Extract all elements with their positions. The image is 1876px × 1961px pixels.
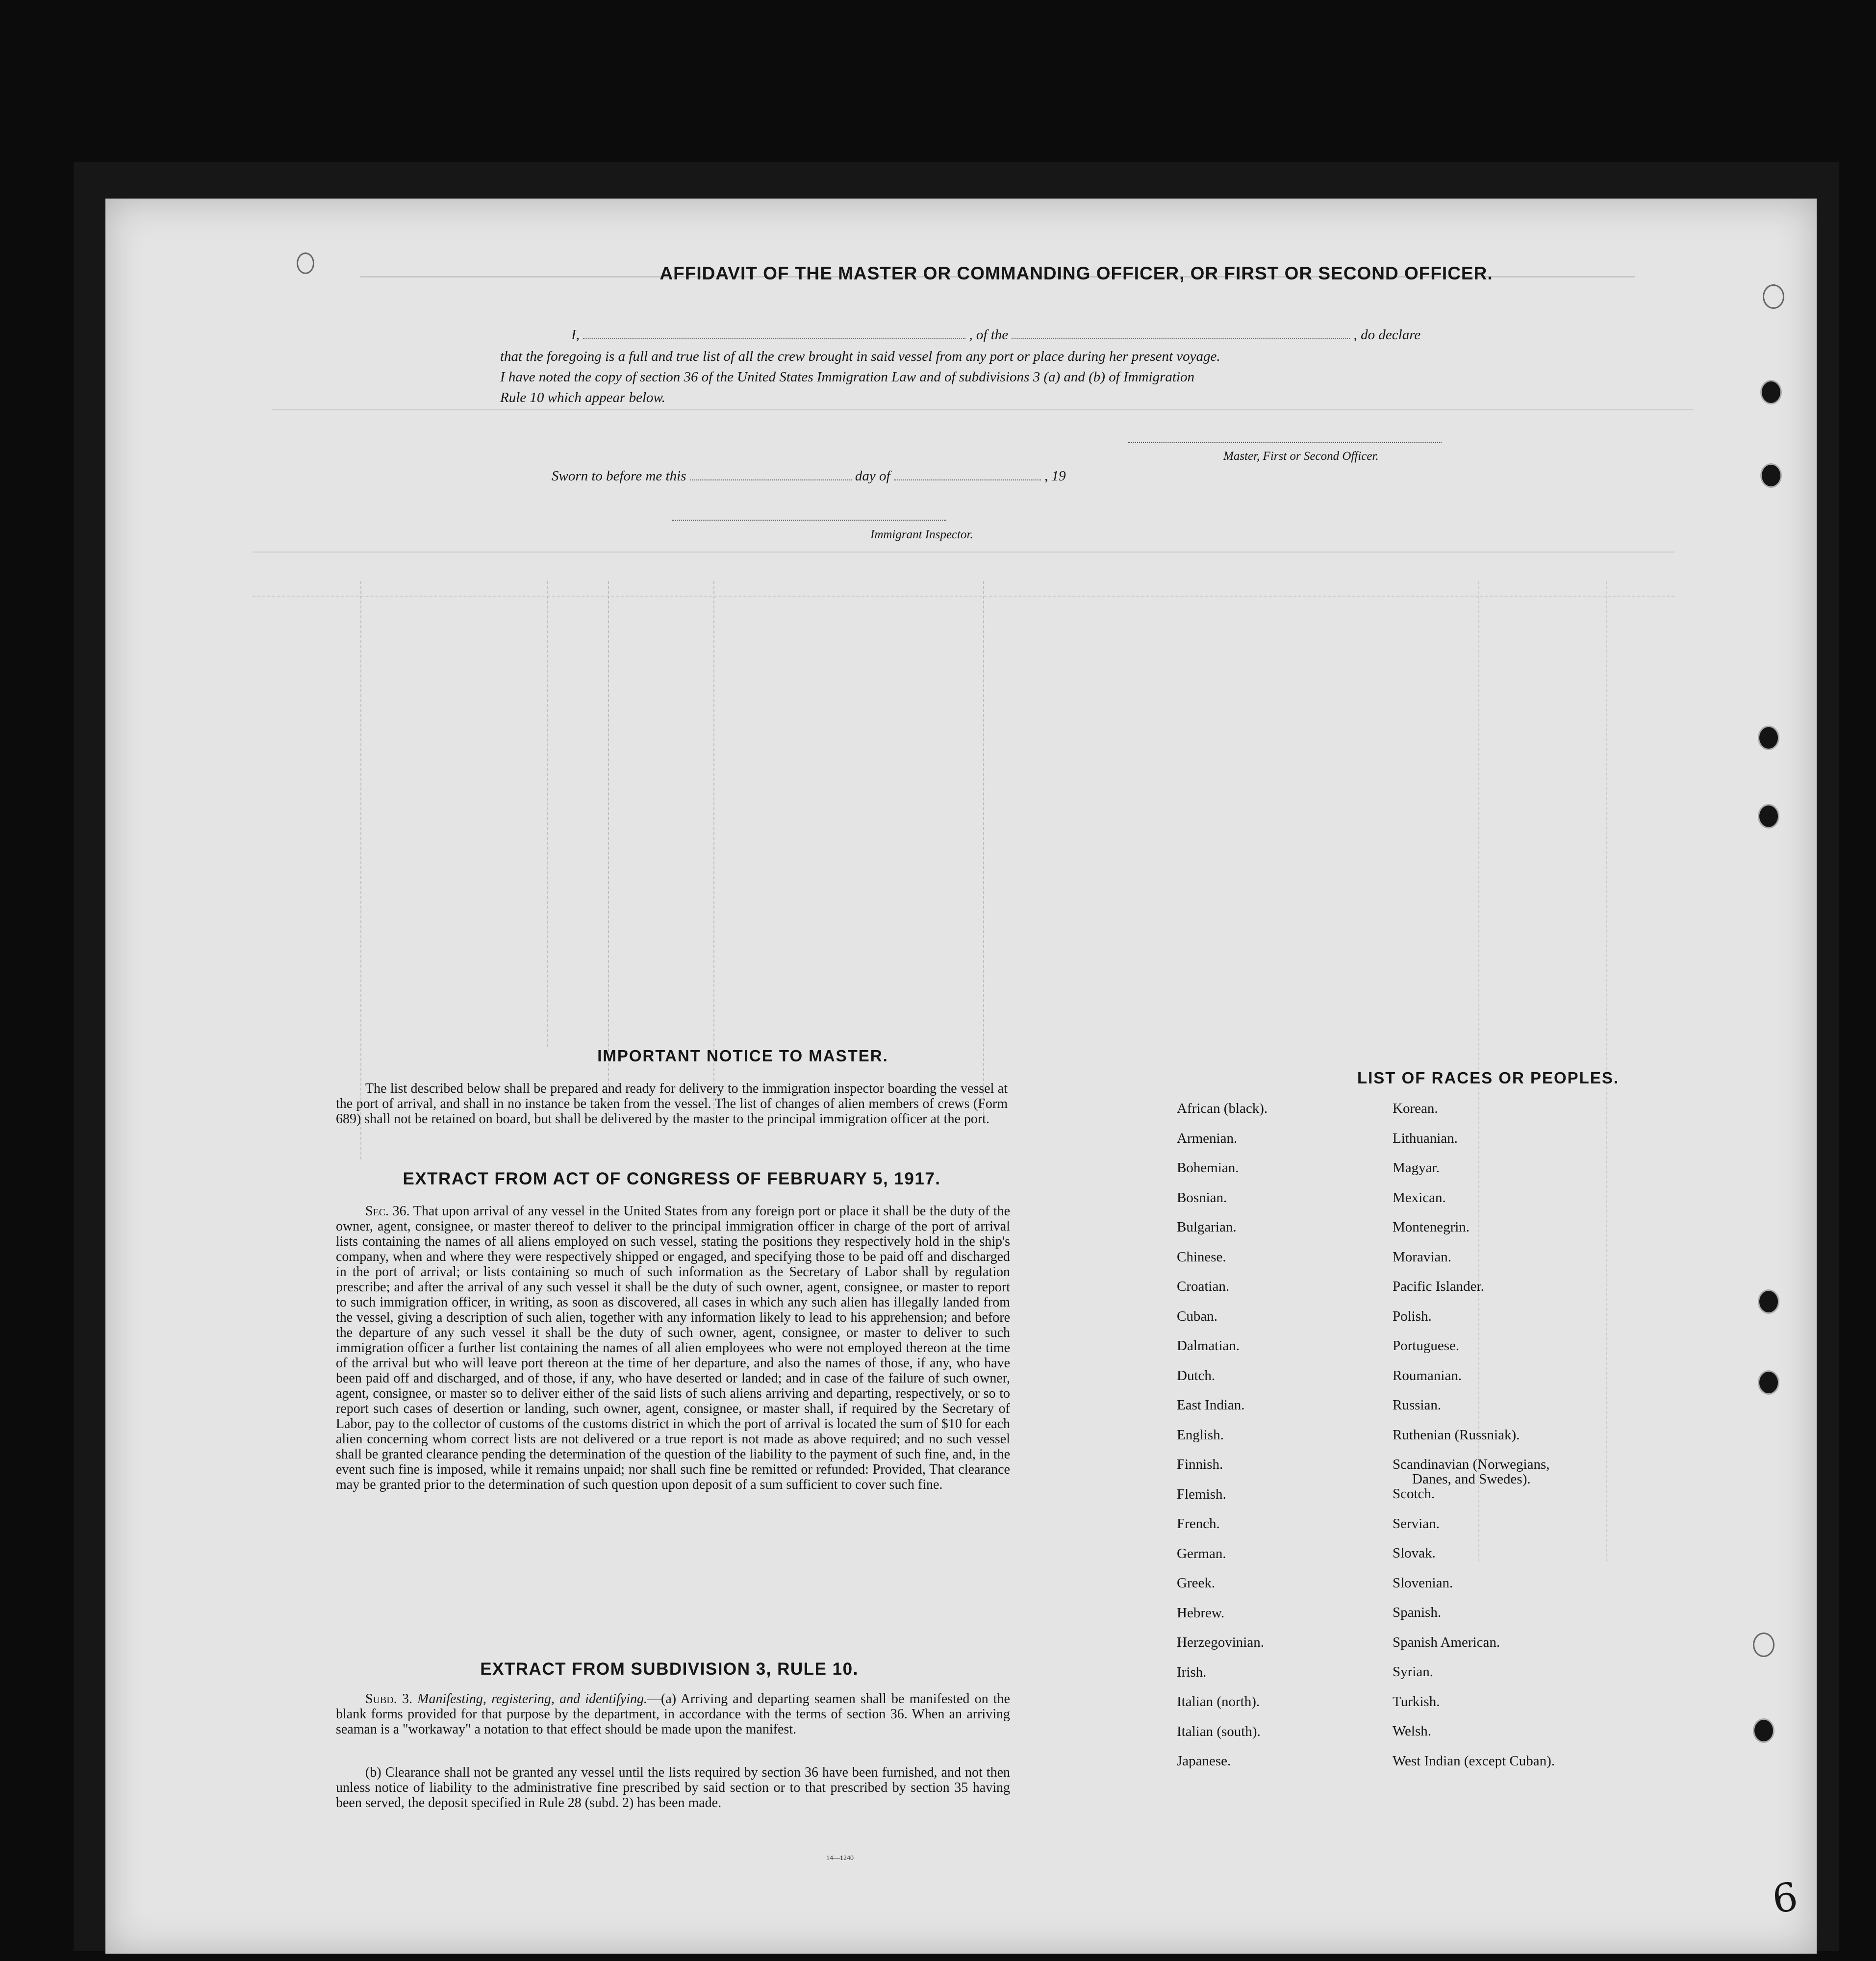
race-item: German. xyxy=(1177,1545,1226,1561)
race-item: Dutch. xyxy=(1177,1367,1216,1383)
race-item: Polish. xyxy=(1393,1308,1432,1324)
race-item: Mexican. xyxy=(1393,1189,1446,1206)
subdivision-heading: Manifesting, registering, and identifying. xyxy=(417,1691,648,1707)
race-item: Dalmatian. xyxy=(1177,1338,1240,1354)
affidavit-of-the: , of the xyxy=(969,327,1009,343)
binder-hole-icon xyxy=(297,252,314,274)
vessel-name-field[interactable] xyxy=(1012,338,1350,339)
race-item: Bulgarian. xyxy=(1177,1219,1237,1235)
affidavit-line-3: I have noted the copy of section 36 of the United States Immigration Law and of subdivisions 3 (a) and (b) of Immigration xyxy=(500,369,1195,385)
race-item: Spanish. xyxy=(1393,1605,1442,1620)
extract-act-body xyxy=(336,1204,1010,1492)
race-item: Moravian. xyxy=(1393,1249,1451,1265)
race-item: Italian (north). xyxy=(1177,1694,1260,1710)
race-item: Korean. xyxy=(1393,1101,1438,1116)
race-item: Italian (south). xyxy=(1177,1723,1261,1739)
race-item: African (black). xyxy=(1177,1101,1268,1116)
race-item: Welsh. xyxy=(1393,1723,1432,1739)
race-item: Russian. xyxy=(1393,1397,1442,1413)
extract-rule-a xyxy=(336,1691,1010,1737)
affidavit-line-4: Rule 10 which appear below. xyxy=(500,390,665,405)
race-item: Finnish. xyxy=(1177,1457,1223,1472)
section-label: Sec. 36. xyxy=(365,1204,410,1219)
master-signature-label: Master, First or Second Officer. xyxy=(1223,450,1379,463)
section-text: That upon arrival of any vessel in the United States from any foreign port or place it shall be the duty of the owner, agent, consignee, or master thereof to deliver to the principal immigration officer in charge of the port of arrival lists containing the names of all aliens employed on such vessel, stating the positions they respectively hold in the ship's company, when and where they were respectively shipped or engaged, and specifying those to be paid off and discharged in the port of arrival; or lists containing so much of such information as the Secretary of Labor shall by regulation prescribe; and after the arrival of any such vessel it shall be the duty of such owner, agent, consignee, or master to report to such immigration officer, in writing, as soon as discovered, all cases in which any such alien has illegally landed from the vessel, giving a description of such alien, together with any information likely to lead to his apprehension; and before the departure of any such vessel it shall be the duty of such owner, agent, consignee, or master to deliver to such immigration officer a further list containing the names of all alien employees who were not employed thereon at the time of the arrival but who will leave port thereon at the time of her departure, and also the names of those, if any, who have been paid off and discharged, and of those, if any, who have deserted or landed; and in case of the failure of such owner, agent, consignee, or master so to deliver either of the said lists of such aliens arriving and departing, respectively, or so to report such cases of desertion or landing, such owner, agent, consignee, or master shall, if required by the Secretary of Labor, pay to the collector of customs of the customs district in which the port of arrival is located the sum of $10 for each alien concerning whom correct lists are not delivered or a true report is not made as above required; and no such vessel shall be granted clearance pending the determination of the question of the liability to the payment of such fine, and, in the event such fine is imposed, while it remains unpaid; nor shall such fine be remitted or refunded: Provided, That clearance may be granted prior to the determination of such question upon deposit of a sum sufficient to cover such fine. xyxy=(336,1204,1010,1492)
race-item: Turkish. xyxy=(1393,1693,1440,1710)
affidavit-line-2: that the foregoing is a full and true list of all the crew brought in said vessel from any port or place during her present voyage. xyxy=(500,349,1220,364)
race-item: Herzegovinian. xyxy=(1177,1634,1264,1650)
binder-hole-icon xyxy=(1753,1718,1775,1743)
race-item: Pacific Islander. xyxy=(1393,1279,1484,1294)
race-item: French. xyxy=(1177,1516,1220,1532)
race-item: Greek. xyxy=(1177,1575,1216,1591)
race-item: Roumanian. xyxy=(1393,1367,1462,1383)
binder-hole-icon xyxy=(1758,1370,1779,1395)
race-item: Croatian. xyxy=(1177,1279,1230,1294)
manifest-page xyxy=(105,199,1817,1954)
race-item: Portuguese. xyxy=(1393,1338,1460,1354)
sworn-month-field[interactable] xyxy=(894,479,1041,480)
sworn-year: , 19 xyxy=(1044,468,1066,484)
race-item: Cuban. xyxy=(1177,1308,1217,1324)
inspector-label: Immigrant Inspector. xyxy=(870,528,973,541)
race-item: Montenegrin. xyxy=(1393,1219,1470,1235)
race-item: West Indian (except Cuban). xyxy=(1393,1753,1555,1769)
binder-hole-icon xyxy=(1753,1633,1775,1657)
sworn-day-field[interactable] xyxy=(690,479,852,480)
binder-hole-icon xyxy=(1760,380,1782,404)
binder-hole-icon xyxy=(1763,284,1784,309)
race-item: English. xyxy=(1177,1427,1224,1443)
race-item: Hebrew. xyxy=(1177,1605,1225,1621)
race-item: Servian. xyxy=(1393,1515,1440,1532)
race-item: Scandinavian (Norwegians, xyxy=(1393,1457,1550,1472)
notice-title: IMPORTANT NOTICE TO MASTER. xyxy=(597,1047,888,1065)
race-item: Irish. xyxy=(1177,1664,1207,1680)
binder-hole-icon xyxy=(1760,463,1782,488)
sworn-text: Sworn to before me this xyxy=(552,468,686,484)
race-item: Ruthenian (Russniak). xyxy=(1393,1427,1520,1443)
race-item: Japanese. xyxy=(1177,1753,1231,1769)
sworn-line xyxy=(552,468,1066,484)
subdivision-label: Subd. 3. xyxy=(365,1691,412,1707)
race-item: Spanish American. xyxy=(1393,1634,1500,1650)
binder-hole-icon xyxy=(1758,726,1779,750)
handwritten-page-mark: 6 xyxy=(1769,1873,1801,1923)
affidavit-do-declare: , do declare xyxy=(1353,327,1421,343)
races-right-column xyxy=(1393,1101,1555,1783)
affidavit-title: AFFIDAVIT OF THE MASTER OR COMMANDING OFFICER, OR FIRST OR SECOND OFFICER. xyxy=(659,263,1493,283)
master-signature-line[interactable] xyxy=(1128,442,1442,443)
race-item: Chinese. xyxy=(1177,1249,1226,1265)
race-item: Slovenian. xyxy=(1393,1575,1453,1591)
race-item: East Indian. xyxy=(1177,1397,1245,1413)
extract-act-title: EXTRACT FROM ACT OF CONGRESS OF FEBRUARY 5, 1917. xyxy=(403,1169,941,1188)
race-item: Syrian. xyxy=(1393,1664,1433,1680)
subdivision-text-a: —(a) Arriving and departing seamen shall be manifested on the blank forms provided for that purpose by the department, in accordance with the terms of section 36. When an arriving seaman is a "workaway" a notation to that effect should be made upon the manifest. xyxy=(336,1691,1010,1737)
race-item: Danes, and Swedes). xyxy=(1412,1471,1531,1487)
race-item: Armenian. xyxy=(1177,1130,1238,1146)
form-number: 14—1240 xyxy=(826,1855,854,1862)
binder-hole-icon xyxy=(1758,1289,1779,1314)
sworn-day-of: day of xyxy=(855,468,890,484)
extract-rule-b: (b) Clearance shall not be granted any vessel until the lists required by section 36 have been furnished, and not then unless notice of liability to the administrative fine prescribed by said section or to that prescribed by section 35 having been served, the deposit specified in Rule 28 (subd. 2) has been made. xyxy=(336,1765,1010,1810)
notice-text: The list described below shall be prepared and ready for delivery to the immigration inspector boarding the vessel at the port of arrival, and shall in no instance be taken from the vessel. The list of changes of alien members of crews (Form 689) shall not be retained on board, but shall be delivered by the master to the principal immigration officer at the port. xyxy=(336,1081,1008,1127)
race-item: Bohemian. xyxy=(1177,1160,1239,1176)
inspector-signature-line[interactable] xyxy=(672,520,946,521)
races-title: LIST OF RACES OR PEOPLES. xyxy=(1357,1069,1620,1087)
race-item: Bosnian. xyxy=(1177,1189,1227,1206)
race-item: Magyar. xyxy=(1393,1160,1440,1176)
race-item: Flemish. xyxy=(1177,1486,1226,1502)
races-left-column xyxy=(1177,1101,1268,1783)
affidavit-line-1 xyxy=(571,327,1420,343)
race-item: Scotch. xyxy=(1393,1486,1435,1502)
master-name-field[interactable] xyxy=(583,338,965,339)
affidavit-i: I, xyxy=(571,327,580,343)
binder-hole-icon xyxy=(1758,804,1779,829)
extract-rule-title: EXTRACT FROM SUBDIVISION 3, RULE 10. xyxy=(480,1659,859,1679)
race-item: Slovak. xyxy=(1393,1545,1436,1561)
race-item: Lithuanian. xyxy=(1393,1130,1458,1146)
